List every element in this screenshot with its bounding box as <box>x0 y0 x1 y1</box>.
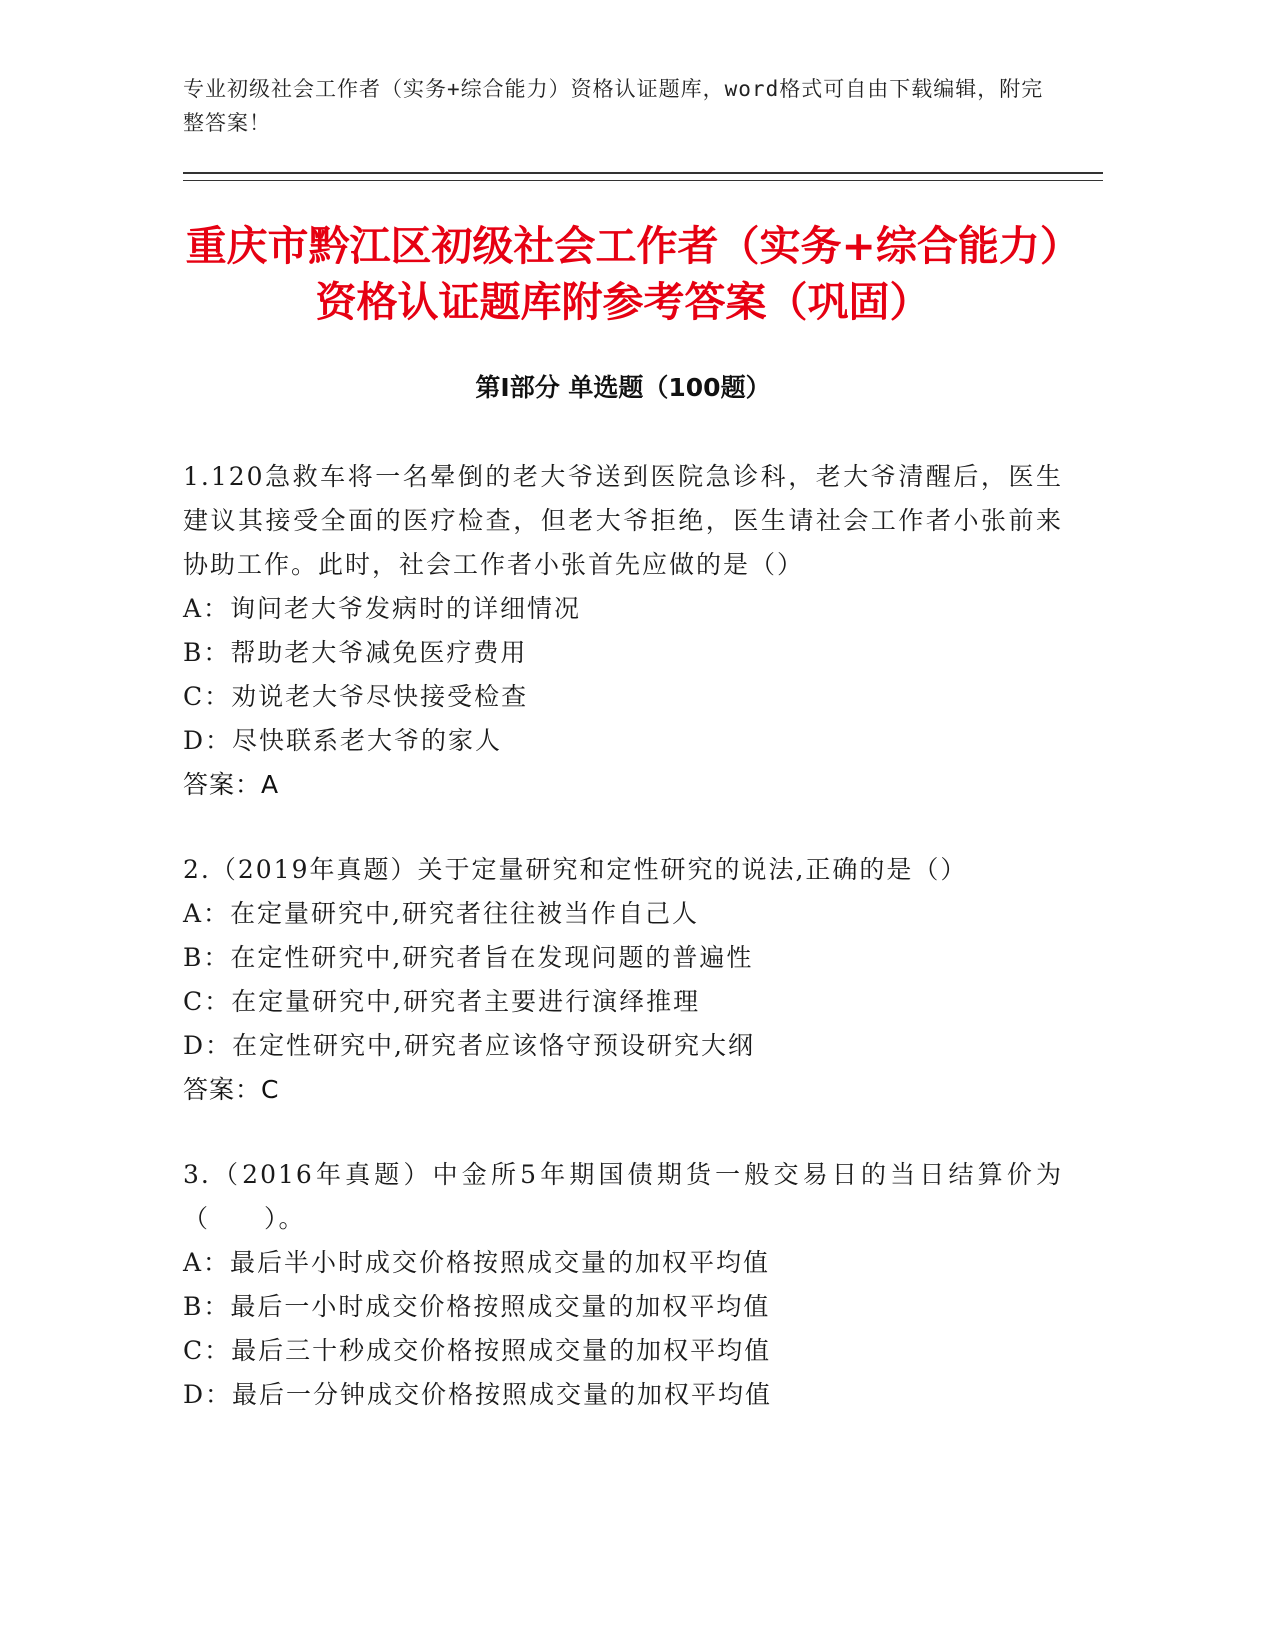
question-item <box>183 1153 1063 1417</box>
option-d: D：尽快联系老大爷的家人 <box>183 726 503 755</box>
option-a: A：询问老大爷发病时的详细情况 <box>183 594 582 623</box>
answer-line: 答案：C <box>183 1075 280 1104</box>
question-item <box>183 848 1063 1112</box>
option-a: A：最后半小时成交价格按照成交量的加权平均值 <box>183 1248 771 1277</box>
answer-line: 答案：A <box>183 770 280 799</box>
header-note: 专业初级社会工作者（实务+综合能力）资格认证题库，word格式可自由下载编辑，附完整答案！ <box>183 77 1044 135</box>
question-list <box>183 455 1063 1458</box>
option-c: C：劝说老大爷尽快接受检查 <box>183 682 529 711</box>
question-stem: 3.（2016年真题）中金所5年期国债期货一般交易日的当日结算价为（ ）。 <box>183 1160 1063 1233</box>
option-d: D：最后一分钟成交价格按照成交量的加权平均值 <box>183 1380 773 1409</box>
header-divider-thin <box>183 180 1103 181</box>
option-c: C：在定量研究中,研究者主要进行演绎推理 <box>183 987 701 1016</box>
question-item <box>183 455 1063 807</box>
option-c: C：最后三十秒成交价格按照成交量的加权平均值 <box>183 1336 772 1365</box>
option-b: B：帮助老大爷减免医疗费用 <box>183 638 528 667</box>
question-stem: 1.120急救车将一名晕倒的老大爷送到医院急诊科，老大爷清醒后，医生建议其接受全面的医疗检查，但老大爷拒绝，医生请社会工作者小张前来协助工作。此时，社会工作者小张首先应做的是（） <box>183 462 1063 579</box>
option-a: A：在定量研究中,研究者往往被当作自己人 <box>183 899 700 928</box>
section-heading: 第I部分 单选题（100题） <box>475 373 771 402</box>
document-title: 重庆市黔江区初级社会工作者（实务+综合能力）资格认证题库附参考答案（巩固） <box>185 222 1061 326</box>
question-stem: 2.（2019年真题）关于定量研究和定性研究的说法,正确的是（） <box>183 855 968 884</box>
option-d: D：在定性研究中,研究者应该恪守预设研究大纲 <box>183 1031 755 1060</box>
option-b: B：最后一小时成交价格按照成交量的加权平均值 <box>183 1292 771 1321</box>
option-b: B：在定性研究中,研究者旨在发现问题的普遍性 <box>183 943 754 972</box>
header-divider-thick <box>183 172 1103 174</box>
